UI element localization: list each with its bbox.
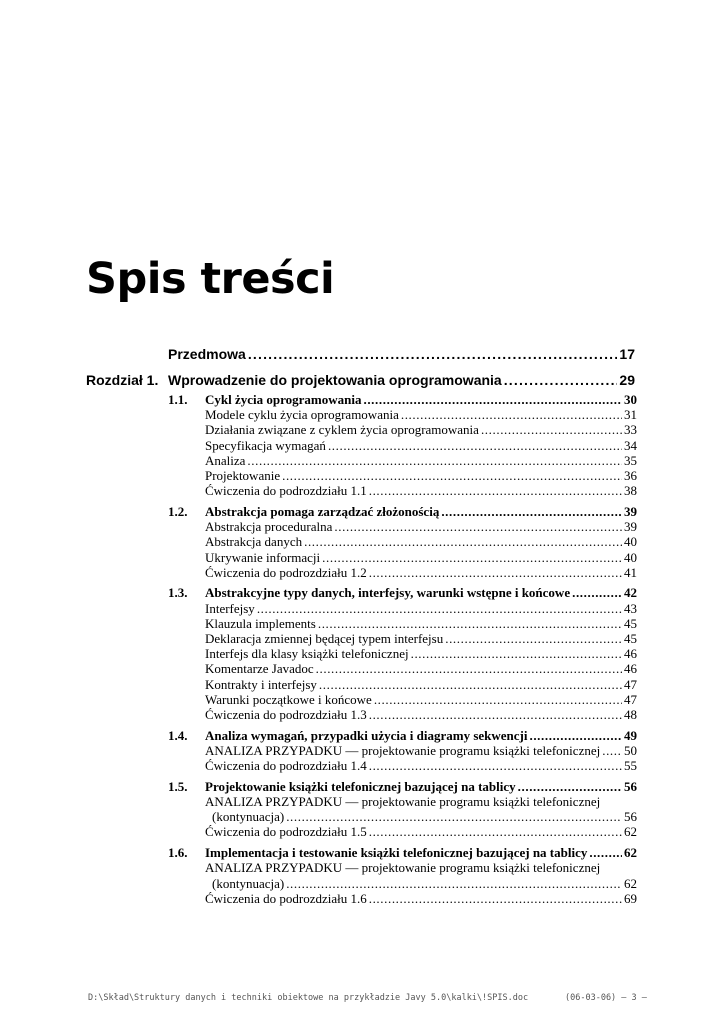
toc-entry-title: ANALIZA PRZYPADKU — projektowanie programu książki telefonicznej (205, 860, 601, 876)
leader-dots (369, 565, 622, 581)
toc-subentry (205, 758, 637, 774)
toc-subentry (205, 824, 637, 840)
toc-entry-title: Abstrakcja proceduralna (205, 519, 333, 535)
toc-entry-title: Interfejsy (205, 600, 255, 616)
toc-entry-title: Ćwiczenia do podrozdziału 1.5 (205, 824, 367, 840)
toc-entry-title: Analiza wymagań, przypadki użycia i diagramy sekwencji (205, 727, 528, 743)
toc-entry-page: 36 (624, 468, 637, 483)
toc-entry-page: 34 (624, 437, 637, 453)
toc-entry-title: Implementacja i testowanie książki telefonicznej bazującej na tablicy (205, 845, 588, 861)
leader-dots (247, 453, 622, 469)
leader-dots (481, 422, 622, 438)
toc-subentry (205, 661, 637, 677)
toc-section (205, 585, 637, 601)
toc-entry-page: 33 (624, 422, 637, 438)
leader-dots (602, 743, 622, 759)
toc-entry-page: 56 (624, 809, 637, 825)
leader-dots (286, 876, 622, 892)
toc-entry-page: 31 (624, 407, 637, 423)
toc-subentry (205, 468, 637, 484)
toc-entry-title: Ćwiczenia do podrozdziału 1.3 (205, 707, 367, 722)
toc-entry-page: 45 (624, 631, 637, 646)
toc-entry-page: 49 (624, 727, 637, 743)
toc-entry-page: 50 (624, 742, 637, 758)
footer-path: D:\Skład\Struktury danych i techniki obiektowe na przykładzie Javy 5.0\kalki\!SPIS.doc (88, 993, 529, 1003)
toc-entry-title: Projektowanie (205, 468, 281, 483)
toc-entry-title: (kontynuacja) (212, 809, 285, 825)
toc-subentry (212, 809, 637, 825)
toc-subentry (205, 616, 637, 632)
leader-dots (374, 692, 622, 708)
leader-dots (369, 707, 622, 723)
toc-entry-page: 48 (624, 707, 637, 722)
toc-subentry (212, 876, 637, 892)
toc-entry-page: 47 (624, 676, 637, 692)
section-number: 1.5. (168, 778, 188, 794)
leader-dots (322, 550, 622, 566)
toc-entry-title: ANALIZA PRZYPADKU — projektowanie programu książki telefonicznej (205, 742, 601, 758)
toc-entry-page: 46 (624, 646, 637, 662)
toc-subentry (205, 707, 637, 723)
toc-entry-page: 40 (624, 534, 637, 550)
toc-entry-title: Abstrakcja pomaga zarządzać złożonością (205, 503, 440, 519)
leader-dots (518, 779, 622, 795)
toc-subentry (205, 453, 637, 469)
toc-section (205, 845, 637, 861)
leader-dots (282, 468, 622, 484)
leader-dots (441, 504, 622, 520)
section-number: 1.2. (168, 503, 188, 519)
leader-dots (589, 845, 622, 861)
toc-entry-page: 47 (624, 691, 637, 707)
toc-subentry (205, 631, 637, 647)
toc-entry-page: 39 (624, 519, 637, 535)
toc-entry-title: Specyfikacja wymagań (205, 437, 326, 453)
toc-entry-title: Przedmowa (168, 346, 246, 362)
toc-entry-page: 41 (624, 564, 637, 580)
section-number: 1.3. (168, 585, 188, 601)
leader-dots (248, 346, 618, 362)
toc-entry-page: 46 (624, 661, 637, 677)
footer-meta: (06-03-06) – 3 – (565, 993, 647, 1003)
toc-subentry-line (205, 860, 637, 876)
toc-entry-title: Analiza (205, 452, 246, 468)
leader-dots (445, 631, 622, 647)
leader-dots (572, 585, 622, 601)
toc-entry-title: Wprowadzenie do projektowania oprogramowania (168, 372, 502, 388)
leader-dots (369, 758, 622, 774)
leader-dots (257, 601, 622, 617)
toc-entry-title: ANALIZA PRZYPADKU — projektowanie programu książki telefonicznej (205, 794, 601, 809)
toc-entry-title: Ćwiczenia do podrozdziału 1.1 (205, 483, 367, 499)
toc-subentry (205, 519, 637, 535)
toc-entry-title: Klauzula implements (205, 615, 316, 631)
toc-entry-title: Ukrywanie informacji (205, 549, 321, 565)
toc-subentry (205, 743, 637, 759)
leader-dots (319, 677, 622, 693)
toc-entry-page: 69 (624, 890, 637, 906)
toc-entry-title: Projektowanie książki telefonicznej bazującej na tablicy (205, 778, 516, 794)
toc-entry-page: 62 (624, 875, 637, 891)
toc-section (205, 728, 637, 744)
toc-entry-title: Cykl życia oprogramowania (205, 392, 362, 407)
toc-entry-title: Ćwiczenia do podrozdziału 1.6 (205, 890, 367, 906)
toc-entry-title: Interfejs dla klasy książki telefonicznej (205, 646, 409, 662)
toc-chapter (168, 372, 635, 388)
toc-subentry (205, 534, 637, 550)
toc-entry-title: Ćwiczenia do podrozdziału 1.4 (205, 758, 367, 774)
toc-entry-page: 56 (624, 778, 637, 794)
toc-entry-page: 29 (619, 372, 635, 388)
leader-dots (529, 728, 622, 744)
toc-entry-title: Warunki początkowe i końcowe (205, 691, 372, 707)
chapter-label: Rozdział 1. (86, 372, 159, 388)
leader-dots (369, 891, 622, 907)
toc-entry-page: 35 (624, 452, 637, 468)
toc-section (205, 504, 637, 520)
section-number: 1.4. (168, 727, 188, 743)
toc-entry-title: Komentarze Javadoc (205, 661, 314, 677)
toc-entry-title: (kontynuacja) (212, 875, 285, 891)
leader-dots (369, 483, 622, 499)
section-number: 1.1. (168, 392, 188, 407)
toc-subentry (205, 407, 637, 423)
page-title: Spis treści (86, 254, 335, 304)
toc-subentry (205, 601, 637, 617)
toc-subentry (205, 692, 637, 708)
toc-subentry (205, 677, 637, 693)
leader-dots (401, 407, 622, 423)
leader-dots (286, 809, 622, 825)
toc-subentry (205, 422, 637, 438)
leader-dots (304, 534, 622, 550)
toc-entry-page: 43 (624, 600, 637, 616)
toc-entry-page: 38 (624, 483, 637, 499)
toc-subentry (205, 646, 637, 662)
toc-entry-page: 17 (619, 346, 635, 362)
section-number: 1.6. (168, 845, 188, 861)
toc-entry-page: 62 (624, 824, 637, 840)
toc-section (205, 392, 637, 408)
toc-entry-page: 55 (624, 758, 637, 774)
toc-entry-page: 42 (624, 585, 637, 601)
toc-subentry (205, 483, 637, 499)
leader-dots (411, 646, 622, 662)
toc-section (205, 779, 637, 795)
leader-dots (318, 616, 622, 632)
leader-dots (363, 392, 622, 408)
toc-entry-page: 40 (624, 549, 637, 565)
toc-subentry (205, 550, 637, 566)
leader-dots (328, 438, 622, 454)
leader-dots (504, 372, 618, 388)
toc-entry-title: Abstrakcyjne typy danych, interfejsy, warunki wstępne i końcowe (205, 585, 571, 601)
toc-entry-title: Modele cyklu życia oprogramowania (205, 407, 399, 423)
toc-entry-page: 30 (624, 392, 637, 407)
toc-entry-page: 45 (624, 615, 637, 631)
leader-dots (316, 661, 622, 677)
leader-dots (334, 519, 622, 535)
toc-entry-title: Deklaracja zmiennej będącej typem interfejsu (205, 631, 444, 646)
toc-entry-page: 62 (624, 845, 637, 861)
toc-subentry-line (205, 794, 637, 810)
toc-entry-title: Abstrakcja danych (205, 534, 303, 550)
toc-entry-title: Kontrakty i interfejsy (205, 676, 317, 692)
toc-entry-page: 39 (624, 503, 637, 519)
toc-entry-title: Działania związane z cyklem życia oprogramowania (205, 422, 479, 438)
toc-entry-title: Ćwiczenia do podrozdziału 1.2 (205, 564, 367, 580)
toc-subentry (205, 565, 637, 581)
toc-preface (168, 346, 635, 362)
toc-subentry (205, 438, 637, 454)
toc-subentry (205, 891, 637, 907)
leader-dots (369, 824, 622, 840)
